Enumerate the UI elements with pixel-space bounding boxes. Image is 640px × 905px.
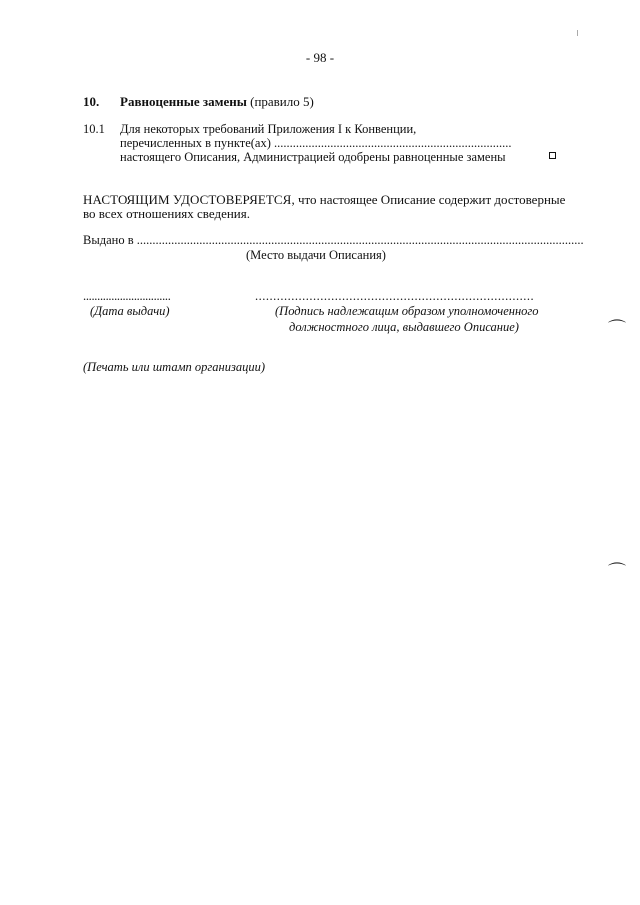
issued-at-field[interactable]: Выдано в ............................................................................................................................................... xyxy=(83,233,584,247)
section-number: 10. xyxy=(83,94,100,109)
subsection-line-3: настоящего Описания, Администрацией одобрены равноценные замены xyxy=(120,150,506,164)
certification-caps: НАСТОЯЩИМ УДОСТОВЕРЯЕТСЯ xyxy=(83,192,292,207)
issue-date-field[interactable]: ............................... xyxy=(83,289,171,303)
signature-field[interactable]: ............................................................................. xyxy=(255,289,535,303)
signature-caption-line-1: (Подпись надлежащим образом уполномоченного xyxy=(275,304,539,318)
section-title-bold: Равноценные замены xyxy=(120,94,247,109)
seal-caption: (Печать или штамп организации) xyxy=(83,360,266,374)
signature-caption-line-2: должностного лица, выдавшего Описание) xyxy=(289,320,519,334)
subsection-line-2: перечисленных в пункте(ах) ............................................................................ xyxy=(120,136,512,150)
margin-mark: ⌒ xyxy=(608,562,626,582)
issue-date-caption: (Дата выдачи) xyxy=(90,304,170,318)
section-title-rest: (правило 5) xyxy=(246,94,314,109)
subsection-number: 10.1 xyxy=(83,122,105,136)
page-number: - 98 - xyxy=(305,50,335,65)
certification-line-2: во всех отношениях сведения. xyxy=(83,206,250,221)
certification-rest: , что настоящее Описание содержит достоверные xyxy=(291,192,566,207)
equivalents-checkbox[interactable] xyxy=(549,152,556,159)
scan-artifact xyxy=(577,30,578,36)
subsection-line-1: Для некоторых требований Приложения I к Конвенции, xyxy=(120,122,417,136)
issued-at-caption: (Место выдачи Описания) xyxy=(246,248,386,262)
section-title xyxy=(120,94,314,110)
margin-mark: ⌒ xyxy=(608,319,626,339)
